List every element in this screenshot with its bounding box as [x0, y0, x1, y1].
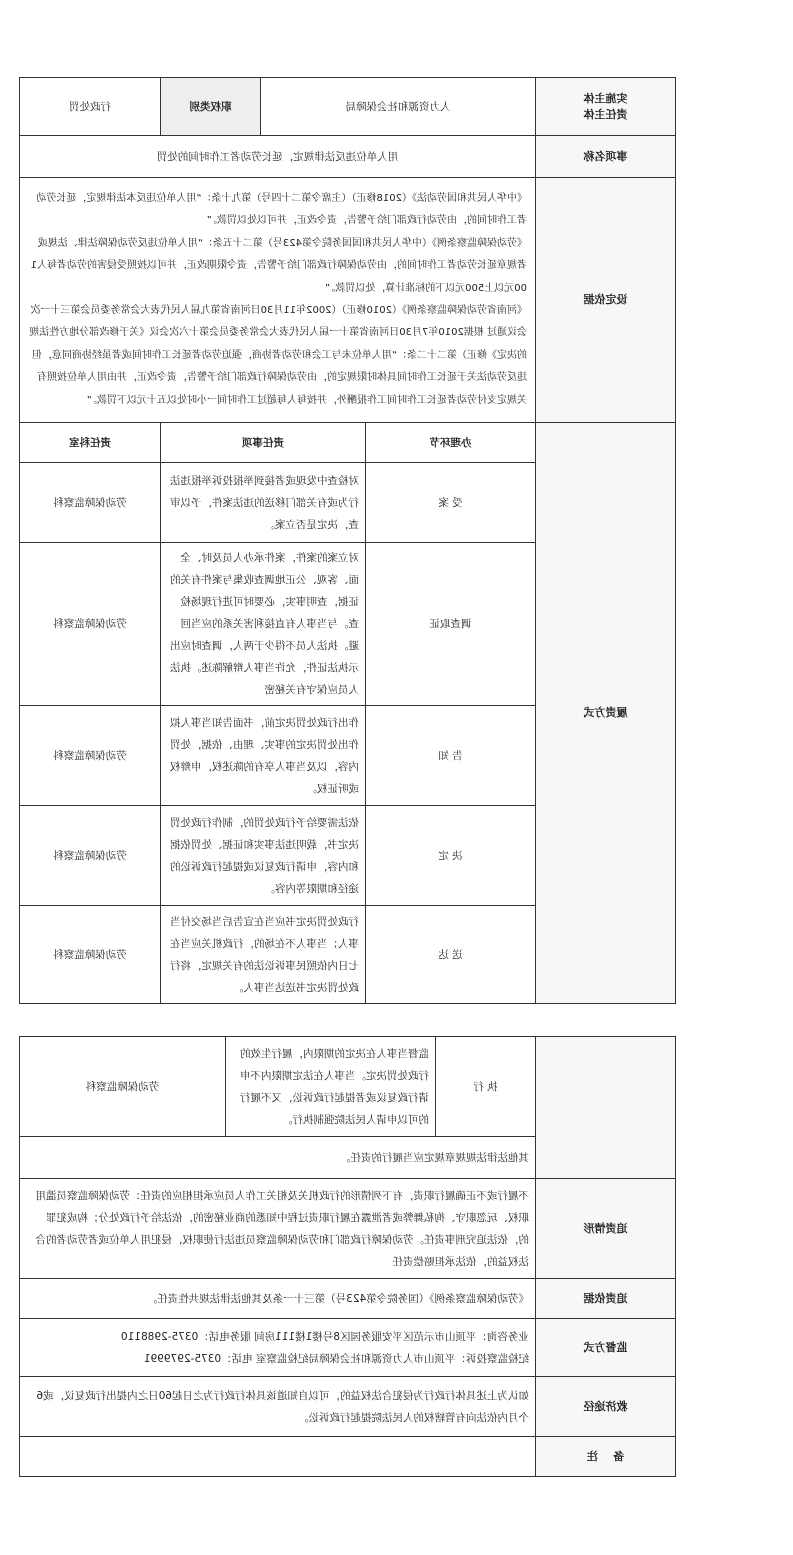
basis-paragraph: 《中华人民共和国劳动法》（2018修正）（主席令第二十四号）第九十条：“用人单位违反本法律规定，延长劳动者工作时间的，由劳动行政部门给予警告，责令改正，并可以处以罚款。”	[36, 192, 527, 227]
step-dept: 劳动保障监察科	[20, 806, 161, 906]
duty-label-continued	[536, 1037, 676, 1179]
step-name: 执 行	[436, 1037, 536, 1137]
step-duty: 依法需要给予行政处罚的，制作行政处罚决定书，载明违法事实和证据、处罚依据和内容，申请行政复议或提起行政诉讼的途径和期限等内容。	[161, 806, 366, 906]
step-duty: 行政处罚决定书应当在宣告后当场交付当事人；当事人不在场的，行政机关应当在七日内依照民事诉讼法的有关规定，将行政处罚决定书送达当事人。	[161, 906, 366, 1004]
supervision-label: 监督方式	[536, 1319, 676, 1377]
relief-row	[20, 1377, 676, 1437]
step-name: 告 知	[366, 706, 536, 806]
relief-value: 如认为上述具体行政行为侵犯合法权益的，可以自知道该具体行政行为之日起60日之内提出行政复议，或6个月内依法向有管辖权的人民法院提起行政诉讼。	[20, 1377, 536, 1437]
step-dept: 劳动保障监察科	[20, 906, 161, 1004]
account-basis-label: 追责依据	[536, 1279, 676, 1319]
header-dept: 责任科室	[20, 423, 161, 463]
step-name: 决 定	[366, 806, 536, 906]
item-value: 用人单位违反法律规定，延长劳动者工作时间的处罚	[20, 136, 536, 178]
item-row	[20, 136, 676, 178]
duty-header-row	[20, 423, 676, 463]
subject-row	[20, 78, 676, 136]
account-basis-value: 《劳动保障监察条例》（国务院令第423号）第三十一条及其他法律法规共性责任。	[20, 1279, 536, 1319]
step-duty: 对检查中发现或者接到举报投诉举报违法行为或有关部门移送的违法案件，予以审查，决定是否立案。	[161, 463, 366, 543]
basis-row	[20, 178, 676, 423]
remark-value	[20, 1437, 536, 1477]
category-label: 职权类别	[161, 78, 261, 136]
step-dept: 劳动保障监察科	[20, 1037, 226, 1137]
step-name: 送 达	[366, 906, 536, 1004]
relief-label: 救济途径	[536, 1377, 676, 1437]
duty-list-table-part2	[19, 1036, 676, 1477]
category-value: 行政处罚	[20, 78, 161, 136]
header-duty: 责任事项	[161, 423, 366, 463]
step-duty: 监督当事人在决定的期限内，履行生效的行政处罚决定。当事人在法定期限内不申请行政复议或者提起行政诉讼，又不履行的可以申请人民法院强制执行。	[226, 1037, 436, 1137]
item-label: 事项名称	[536, 136, 676, 178]
step-row	[20, 1037, 676, 1137]
other-duty: 其他法律法规规章规定应当履行的责任。	[20, 1137, 536, 1179]
subject-value: 人力资源和社会保障局	[261, 78, 536, 136]
supervision-complaint: 纪检监察投诉：平顶山市人力资源和社会保障局纪检监察室 电话：0375-2979991	[143, 1352, 529, 1365]
supervision-consult: 业务咨询：平顶山市示范区平安服务园区8号楼1楼111房间 服务电话：0375-2988110	[120, 1330, 529, 1343]
accountability-row	[20, 1179, 676, 1279]
basis-paragraph: 《劳动保障监察条例》（中华人民共和国国务院令第423号）第二十五条：“用人单位违反劳动保障法律、法规或者规章延长劳动者工作时间的，由劳动保障行政部门给予警告，责令限期改正，并可以按照受侵害的劳动者每人100元以上500元以下的标准计算，处以罚款。”	[30, 237, 527, 294]
supervision-value	[20, 1319, 536, 1377]
duty-label: 履责方式	[536, 423, 676, 1004]
step-name: 受 案	[366, 463, 536, 543]
step-dept: 劳动保障监察科	[20, 543, 161, 706]
basis-label: 设定依据	[536, 178, 676, 423]
step-dept: 劳动保障监察科	[20, 463, 161, 543]
basis-paragraph: 《河南省劳动保障监察条例》（2010修正）（2002年11月30日河南省第九届人民代表大会常务委员会第三十一次会议通过 根据2010年7月30日河南省第十一届人民代表大会常务委员会第十六次会议《关于修改部分地方性法规的决定》修正）第二十二条：“用人单位未与工会和劳动者协商，强迫劳动者延长工作时间或者虽经协商同意，但违反劳动法关于延长工作时间具体时限规定的，由劳动保障行政部门给予警告，责令改正，并由用人单位按照有关规定支付劳动者延长工作时间工作报酬外，并按每人每超过工作时间一小时处以五十元以下罚款。”	[29, 305, 527, 406]
account-basis-row	[20, 1279, 676, 1319]
accountability-value: 不履行或不正确履行职责，有下列情形的行政机关及相关工作人员应承担相应的责任：劳动保障监察员滥用职权、玩忽职守、徇私舞弊或者泄露在履行职责过程中知悉的商业秘密的，依法给予行政处分；构成犯罪的，依法追究刑事责任。劳动保障行政部门和劳动保障监察员违法行使职权，侵犯用人单位或者劳动者的合法权益的，依法承担赔偿责任	[20, 1179, 536, 1279]
step-dept: 劳动保障监察科	[20, 706, 161, 806]
remark-row	[20, 1437, 676, 1477]
step-duty: 对立案的案件，案件承办人员及时、全面、客观、公正地调查收集与案件有关的证据，查明事实，必要时可进行现场检查。与当事人有直接利害关系的应当回避。执法人员不得少于两人，调查时应出示执法证件，允许当事人辩解陈述。执法人员应保守有关秘密	[161, 543, 366, 706]
step-name: 调查取证	[366, 543, 536, 706]
step-duty: 作出行政处罚决定前，书面告知当事人拟作出处罚决定的事实、理由、依据，处罚内容，以及当事人享有的陈述权，申辩权或听证权。	[161, 706, 366, 806]
header-step: 办理环节	[366, 423, 536, 463]
subject-label: 实施主体 责任主体	[536, 78, 676, 136]
supervision-row	[20, 1319, 676, 1377]
duty-list-table-part1	[19, 77, 676, 1004]
basis-text	[20, 178, 536, 423]
remark-label: 备 注	[536, 1437, 676, 1477]
accountability-label: 追责情形	[536, 1179, 676, 1279]
